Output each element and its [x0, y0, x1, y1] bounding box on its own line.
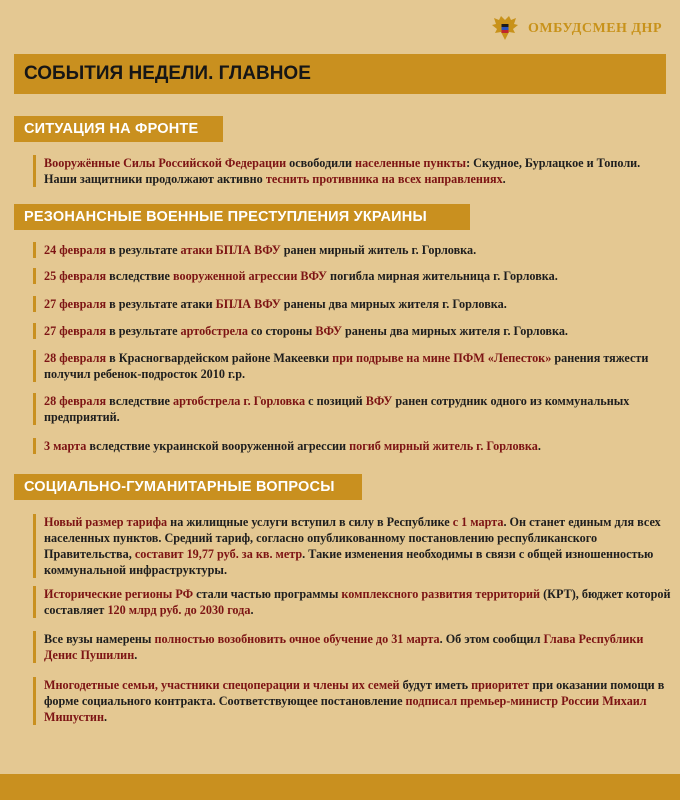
highlight-text: Многодетные семьи, участники спецоперации и члены их семей: [44, 678, 400, 692]
news-item: [33, 438, 672, 454]
body-text: ранения тяжести получил ребенок-подросток 2010 г.р.: [44, 351, 649, 381]
body-text: освободили: [286, 156, 356, 170]
body-text: .: [502, 172, 506, 186]
body-text: .: [103, 710, 108, 724]
news-item: [33, 323, 672, 339]
body-text: . Такие изменения необходимы в связи с общей изношенностью коммунальной инфраструктуры.: [44, 547, 654, 577]
news-item: [33, 155, 672, 187]
body-text: . Он станет единым для всех населенных пунктов. Средний тариф, согласно опубликованному постановлению республиканского Правительства,: [44, 515, 661, 561]
highlight-text: населенные пункты: [355, 156, 467, 170]
body-text: . Об этом сообщил: [439, 632, 544, 646]
body-text: вследствие: [106, 269, 173, 283]
highlight-text: комплексного развития территорий: [341, 587, 541, 601]
body-text: в Красногвардейском районе Макеевки: [106, 351, 333, 365]
highlight-text: 28 февраля: [44, 351, 107, 365]
brand-name: ОМБУДСМЕН ДНР: [528, 21, 662, 36]
section-heading-front: СИТУАЦИЯ НА ФРОНТЕ: [14, 116, 223, 142]
body-text: в результате: [106, 243, 181, 257]
news-item: [33, 631, 672, 663]
section-heading-social: СОЦИАЛЬНО-ГУМАНИТАРНЫЕ ВОПРОСЫ: [14, 474, 362, 500]
body-text: ранен сотрудник одного из коммунальных предприятий.: [44, 394, 630, 424]
news-item: [33, 586, 672, 618]
highlight-text: артобстрела: [180, 324, 248, 338]
body-text: (КРТ), бюджет которой составляет: [44, 587, 671, 617]
highlight-text: ВФУ: [365, 394, 393, 408]
highlight-text: составит 19,77 руб. за кв. метр: [134, 547, 303, 561]
highlight-text: атаки БПЛА ВФУ: [180, 243, 281, 257]
highlight-text: Глава Республики Денис Пушилин: [44, 632, 644, 662]
highlight-text: приоритет: [471, 678, 530, 692]
highlight-text: полностью возобновить очное обучение до 31 марта: [154, 632, 440, 646]
body-text: .: [134, 648, 138, 662]
news-item: [33, 350, 672, 382]
body-text: стали частью программы: [193, 587, 342, 601]
body-text: в результате атаки: [106, 297, 216, 311]
highlight-text: теснить противника на всех направлениях: [265, 172, 503, 186]
body-text: при оказании помощи в форме социального контракта. Соответствующее постановление: [44, 678, 665, 708]
eagle-emblem-icon: [490, 14, 520, 44]
news-item: [33, 268, 672, 284]
body-text: будут иметь: [399, 678, 472, 692]
news-item: [33, 296, 672, 312]
body-text: на жилищные услуги вступил в силу в Республике: [167, 515, 453, 529]
highlight-text: погиб мирный житель г. Горловка: [349, 439, 538, 453]
ombudsman-logo: [490, 14, 662, 44]
highlight-text: 27 февраля: [44, 324, 107, 338]
highlight-text: с 1 марта: [452, 515, 504, 529]
highlight-text: 25 февраля: [44, 269, 107, 283]
body-text: ранены два мирных жителя г. Горловка.: [341, 324, 568, 338]
body-text: .: [537, 439, 541, 453]
body-text: : Скудное, Бурлацкое и Тополи. Наши защитники продолжают активно: [44, 156, 641, 186]
body-text: вследствие: [106, 394, 173, 408]
news-item: [33, 393, 672, 425]
news-item: [33, 514, 672, 578]
page-title-banner: [14, 54, 666, 94]
news-item: [33, 242, 672, 258]
footer-bar: [0, 774, 680, 800]
section-heading-war-crimes: РЕЗОНАНСНЫЕ ВОЕННЫЕ ПРЕСТУПЛЕНИЯ УКРАИНЫ: [14, 204, 470, 230]
highlight-text: 24 февраля: [44, 243, 107, 257]
body-text: ранены два мирных жителя г. Горловка.: [280, 297, 507, 311]
body-text: Все вузы намерены: [44, 632, 155, 646]
highlight-text: Новый размер тарифа: [44, 515, 168, 529]
highlight-text: подписал премьер-министр России Михаил Мишустин: [44, 694, 647, 724]
page-title: СОБЫТИЯ НЕДЕЛИ. ГЛАВНОЕ: [24, 63, 311, 84]
highlight-text: 27 февраля: [44, 297, 107, 311]
body-text: .: [250, 603, 254, 617]
highlight-text: 3 марта: [44, 439, 87, 453]
body-text: со стороны: [247, 324, 316, 338]
body-text: вследствие украинской вооруженной агрессии: [86, 439, 350, 453]
highlight-text: при подрыве на мине ПФМ «Лепесток»: [332, 351, 552, 365]
highlight-text: Исторические регионы РФ: [44, 587, 194, 601]
highlight-text: артобстрела г. Горловка: [172, 394, 306, 408]
highlight-text: 120 млрд руб. до 2030 года: [107, 603, 251, 617]
body-text: в результате: [106, 324, 181, 338]
highlight-text: Вооружённые Силы Российской Федерации: [44, 156, 287, 170]
body-text: ранен мирный житель г. Горловка.: [280, 243, 477, 257]
body-text: погибла мирная жительница г. Горловка.: [327, 269, 558, 283]
highlight-text: 28 февраля: [44, 394, 107, 408]
news-item: [33, 677, 672, 725]
body-text: с позиций: [305, 394, 366, 408]
highlight-text: вооруженной агрессии ВФУ: [172, 269, 327, 283]
highlight-text: ВФУ: [315, 324, 342, 338]
highlight-text: БПЛА ВФУ: [215, 297, 281, 311]
